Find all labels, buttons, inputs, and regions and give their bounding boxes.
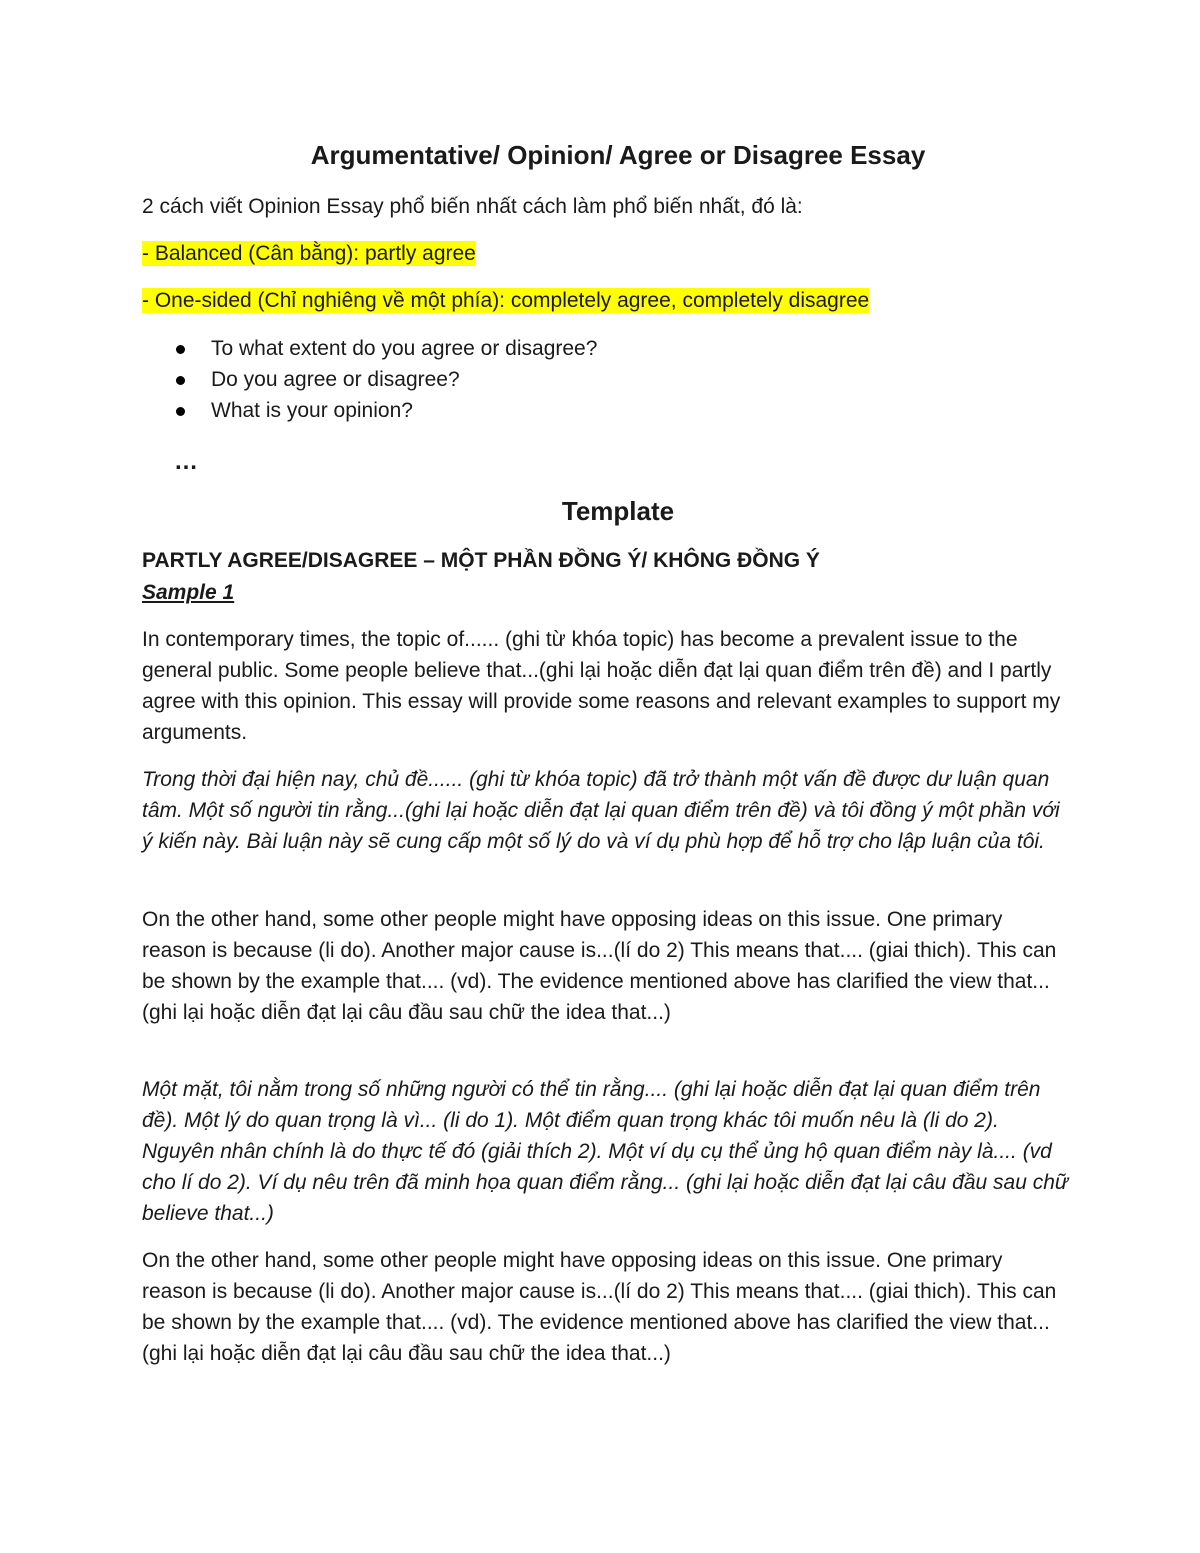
document-title: Argumentative/ Opinion/ Agree or Disagree Essay <box>310 140 926 170</box>
intro-text: 2 cách viết Opinion Essay phổ biến nhất cách làm phổ biến nhất, đó là: <box>142 195 803 218</box>
highlight-balanced <box>142 242 476 266</box>
highlight-balanced-text: - Balanced (Cân bằng): partly agree <box>142 242 476 265</box>
list-item <box>142 397 597 428</box>
ellipsis-marker: … <box>174 448 199 475</box>
paragraph-intro-en: In contemporary times, the topic of...... (ghi từ khóa topic) has become a prevalent issue to the general public. Some people believe that...(ghi lại hoặc diễn đạt lại quan điểm trên đề) and I partly agree with this opinion. This essay will provide some reasons and relevant examples to support my arguments. <box>142 628 1061 744</box>
highlight-one-sided <box>142 289 869 313</box>
paragraph-intro-vi: Trong thời đại hiện nay, chủ đề...... (ghi từ khóa topic) đã trở thành một vấn đề được dư luận quan tâm. Một số người tin rằng...(ghi lại hoặc diễn đạt lại quan điểm trên đề) và tôi đồng ý một phần với ý kiến này. Bài luận này sẽ cung cấp một số lý do và ví dụ phù hợp để hỗ trợ cho lập luận của tôi. <box>142 768 1060 853</box>
bullet-icon <box>176 407 185 416</box>
highlight-one-sided-text: - One-sided (Chỉ nghiêng về một phía): completely agree, completely disagree <box>142 289 870 312</box>
sample-label: Sample 1 <box>142 581 235 604</box>
section-heading: PARTLY AGREE/DISAGREE – MỘT PHẦN ĐỒNG Ý/ KHÔNG ĐỒNG Ý <box>142 549 820 572</box>
bullet-icon <box>176 376 185 385</box>
paragraph-body-en-1: On the other hand, some other people might have opposing ideas on this issue. One primary reason is because (li do). Another major cause is...(lí do 2) This means that.... (giai thich). This can be shown by the example that.... (vd). The evidence mentioned above has clarified the view that...(ghi lại hoặc diễn đạt lại câu đầu sau chữ the idea that...) <box>142 908 1057 1024</box>
paragraph-body-vi: Một mặt, tôi nằm trong số những người có thể tin rằng.... (ghi lại hoặc diễn đạt lại quan điểm trên đề). Một lý do quan trọng là vì... (li do 1). Một điểm quan trọng khác tôi muốn nêu là (li do 2). Nguyên nhân chính là do thực tế đó (giải thích 2). Một ví dụ cụ thể ủng hộ quan điểm này là.... (vd cho lí do 2). Ví dụ nêu trên đã minh họa quan điểm rằng... (ghi lại hoặc diễn đạt lại câu đầu sau chữ believe that...) <box>142 1078 1069 1225</box>
question-text: Do you agree or disagree? <box>211 368 460 391</box>
question-text: To what extent do you agree or disagree? <box>211 337 598 360</box>
paragraph-body-en-2: On the other hand, some other people might have opposing ideas on this issue. One primary reason is because (li do). Another major cause is...(lí do 2) This means that.... (giai thich). This can be shown by the example that.... (vd). The evidence mentioned above has clarified the view that...(ghi lại hoặc diễn đạt lại câu đầu sau chữ the idea that...) <box>142 1249 1057 1365</box>
template-heading: Template <box>561 496 675 526</box>
bullet-icon <box>176 345 185 354</box>
question-text: What is your opinion? <box>211 399 413 422</box>
list-item <box>142 335 597 366</box>
question-list <box>142 335 597 428</box>
list-item <box>142 366 597 397</box>
